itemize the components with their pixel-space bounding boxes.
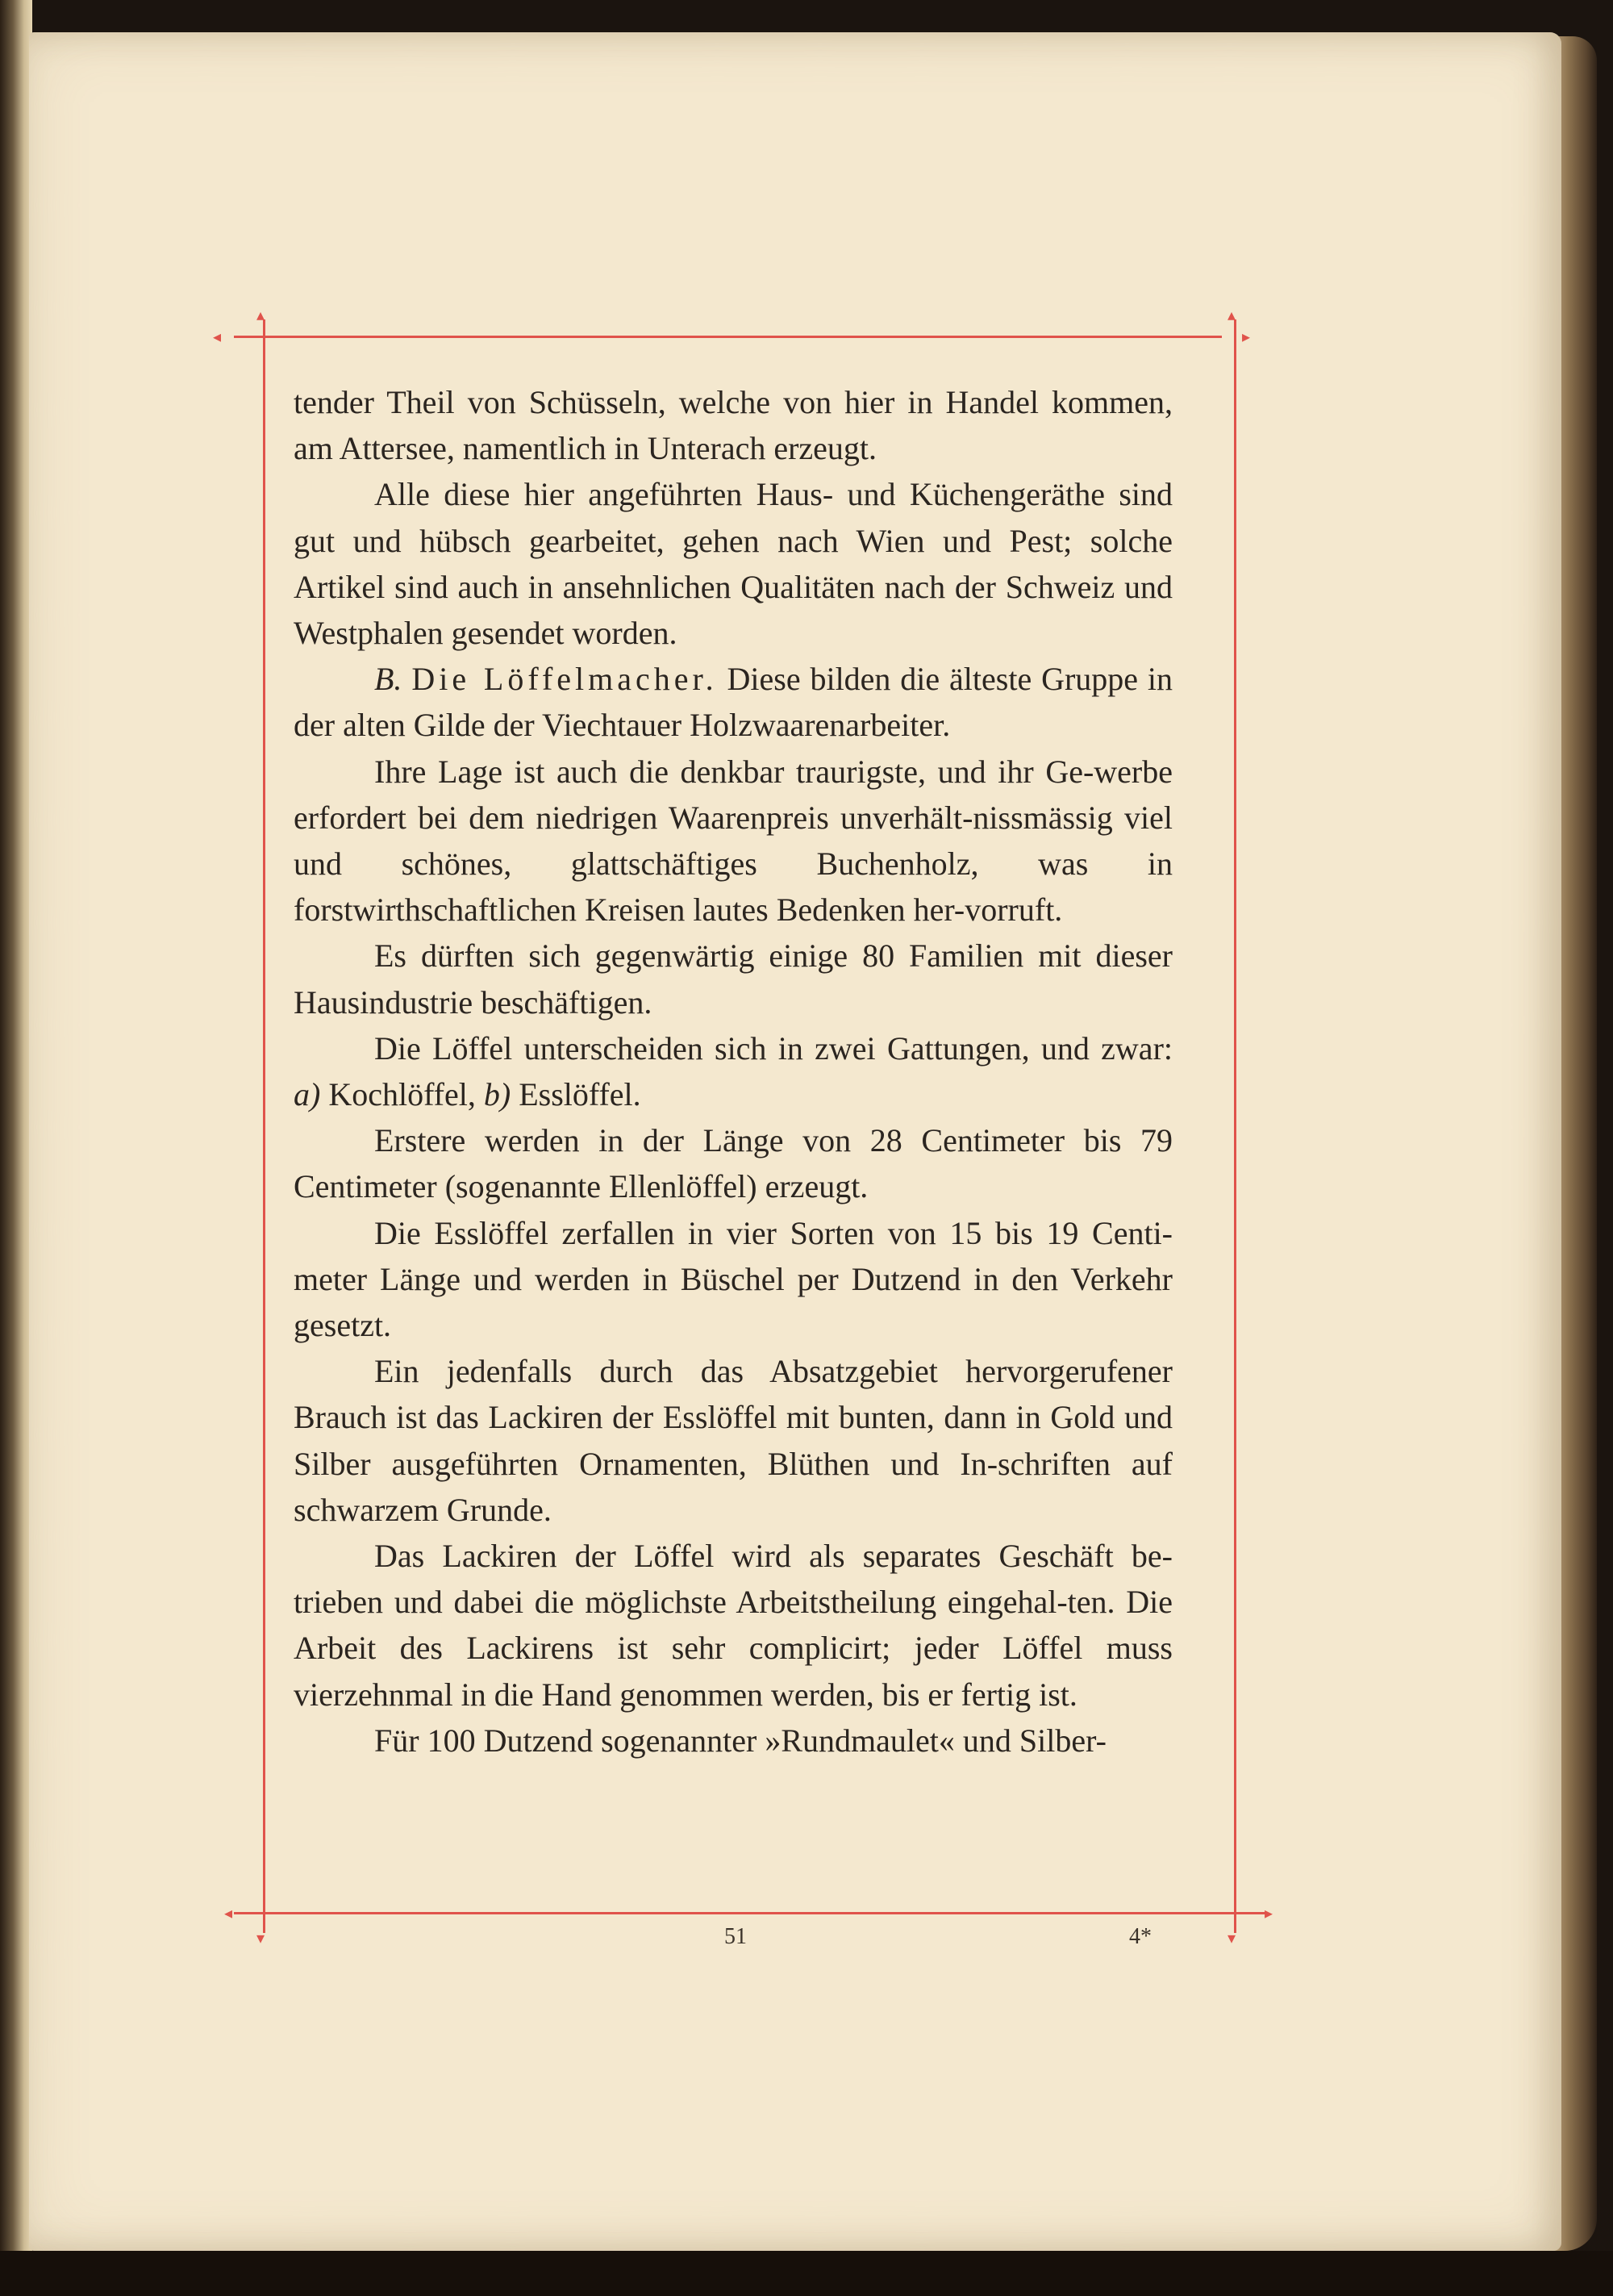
frame-top-rule	[234, 336, 1222, 338]
paragraph: Es dürften sich gegenwärtig einige 80 Familien mit dieser Hausindustrie beschäftigen.	[294, 937, 1173, 1021]
paragraph: Für 100 Dutzend sogenannter »Rundmaulet« und Silber-	[374, 1722, 1107, 1759]
frame-right-rule	[1234, 319, 1236, 1933]
paragraph	[294, 656, 1173, 748]
signature-mark: 4*	[1129, 1924, 1152, 1949]
paragraph: Alle diese hier angeführten Haus- und Küchengeräthe sind gut und hübsch gearbeitet, gehen nach Wien und Pest; solche Artikel sind auch in ansehnlichen Qualitäten nach der Schweiz und Westphalen gesendet worden.	[294, 476, 1173, 652]
paragraph: Ein jedenfalls durch das Absatzgebiet hervorgerufener Brauch ist das Lackiren der Esslöffel mit bunten, dann in Gold und Silber ausgeführten Ornamenten, Blüthen und In-schriften auf schwarzem Grunde.	[294, 1353, 1173, 1528]
list-item: Esslöffel.	[519, 1076, 641, 1113]
frame-corner-arrow-icon: ◂	[224, 1903, 233, 1922]
paragraph: Ihre Lage ist auch die denkbar traurigste, und ihr Ge-werbe erfordert bei dem niedrigen Waarenpreis unverhält-nissmässig viel und schönes, glattschäftiges Buchenholz, was in forstwirthschaftlichen Kreisen lautes Bedenken her-vorruft.	[294, 753, 1173, 929]
paragraph-text: Diese bilden die älteste Gruppe in der alten Gilde der Viechtauer Holzwaarenarbeiter.	[294, 661, 1173, 744]
frame-corner-arrow-icon: ▸	[1242, 327, 1251, 346]
paragraph: Erstere werden in der Länge von 28 Centimeter bis 79 Centimeter (sogenannte Ellenlöffel) erzeugt.	[294, 1122, 1173, 1205]
body-text	[294, 379, 1173, 1764]
paragraph	[294, 1025, 1173, 1117]
frame-bottom-rule	[234, 1912, 1266, 1914]
list-item: Kochlöffel,	[328, 1076, 476, 1113]
paragraph: Das Lackiren der Löffel wird als separates Geschäft be-trieben und dabei die möglichste Arbeitstheilung eingehal-ten. Die Arbeit des Lackirens ist sehr complicirt; jeder Löffel muss vierzehnmal in die Hand genommen werden, bis er fertig ist.	[294, 1538, 1173, 1713]
frame-corner-arrow-icon: ▾	[256, 1928, 265, 1947]
section-label: B.	[374, 661, 402, 698]
paragraph: Die Esslöffel zerfallen in vier Sorten von 15 bis 19 Centi-meter Länge und werden in Büschel per Dutzend in den Verkehr gesetzt.	[294, 1214, 1173, 1344]
paragraph-text: Die Löffel unterscheiden sich in zwei Gattungen, und zwar:	[374, 1029, 1173, 1067]
list-label: b)	[483, 1076, 511, 1113]
frame-corner-arrow-icon: ▴	[1227, 305, 1236, 324]
previous-page-edge	[0, 0, 32, 2296]
scan-background	[0, 2251, 1613, 2296]
frame-corner-arrow-icon: ▴	[256, 305, 265, 324]
paragraph: tender Theil von Schüsseln, welche von hier in Handel kommen, am Attersee, namentlich in Unterach erzeugt.	[294, 384, 1173, 467]
frame-corner-arrow-icon: ◂	[213, 327, 222, 346]
frame-corner-arrow-icon: ▸	[1265, 1903, 1273, 1922]
page-number: 51	[724, 1924, 747, 1949]
frame-left-rule	[263, 319, 265, 1933]
frame-corner-arrow-icon: ▾	[1227, 1928, 1236, 1947]
section-heading: Die Löffelmacher.	[411, 661, 718, 698]
list-label: a)	[294, 1076, 321, 1113]
